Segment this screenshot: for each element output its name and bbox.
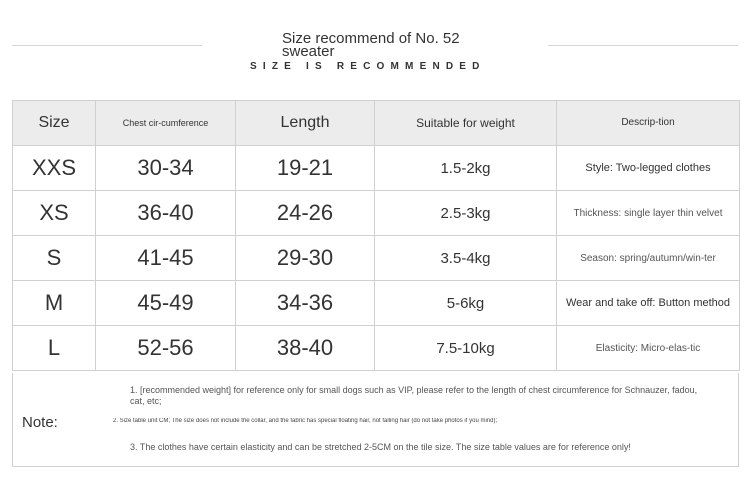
cell-description: Elasticity: Micro-elas-tic [557, 326, 740, 371]
page-subtitle: SIZE IS RECOMMENDED [250, 61, 486, 72]
column-header-description: Descrip-tion [557, 101, 740, 146]
cell-size: L [13, 326, 96, 371]
table-row [13, 281, 740, 326]
size-table [12, 100, 740, 371]
header-rule-left [12, 45, 202, 46]
cell-chest: 36-40 [96, 191, 236, 236]
note-item: 1. [recommended weight] for reference only for small dogs such as VIP, please refer to the length of chest circumference for Schnauzer, fadou, cat, etc; [130, 385, 698, 406]
cell-size: M [13, 281, 96, 326]
cell-length: 38-40 [236, 326, 375, 371]
cell-description: Season: spring/autumn/win-ter [557, 236, 740, 281]
notes-label: Note: [22, 414, 58, 431]
table-row [13, 146, 740, 191]
cell-weight: 5-6kg [375, 281, 557, 326]
cell-chest: 41-45 [96, 236, 236, 281]
notes-box [12, 373, 739, 467]
cell-chest: 30-34 [96, 146, 236, 191]
header-rule-right [548, 45, 738, 46]
cell-size: XXS [13, 146, 96, 191]
cell-length: 24-26 [236, 191, 375, 236]
column-header-length: Length [236, 101, 375, 146]
cell-length: 19-21 [236, 146, 375, 191]
cell-weight: 1.5-2kg [375, 146, 557, 191]
note-item: 3. The clothes have certain elasticity and can be stretched 2-5CM on the tile size. The size table values are for reference only! [130, 442, 631, 452]
cell-chest: 52-56 [96, 326, 236, 371]
column-header-size: Size [13, 101, 96, 146]
cell-description: Wear and take off: Button method [557, 281, 740, 326]
cell-weight: 7.5-10kg [375, 326, 557, 371]
cell-weight: 2.5-3kg [375, 191, 557, 236]
cell-description: Thickness: single layer thin velvet [557, 191, 740, 236]
cell-size: XS [13, 191, 96, 236]
cell-size: S [13, 236, 96, 281]
table-header-row [13, 101, 740, 146]
page-title: Size recommend of No. 52 sweater [282, 30, 460, 60]
note-item: 2. Size table unit CM; The size does not include the collar, and the fabric has special floating hair, not falling hair (do not take photos if you mind); [113, 418, 498, 424]
table-row [13, 191, 740, 236]
table-row [13, 236, 740, 281]
cell-length: 34-36 [236, 281, 375, 326]
cell-description: Style: Two-legged clothes [557, 146, 740, 191]
column-header-weight: Suitable for weight [375, 101, 557, 146]
column-header-chest: Chest cir-cumference [96, 101, 236, 146]
table-row [13, 326, 740, 371]
cell-length: 29-30 [236, 236, 375, 281]
cell-chest: 45-49 [96, 281, 236, 326]
cell-weight: 3.5-4kg [375, 236, 557, 281]
